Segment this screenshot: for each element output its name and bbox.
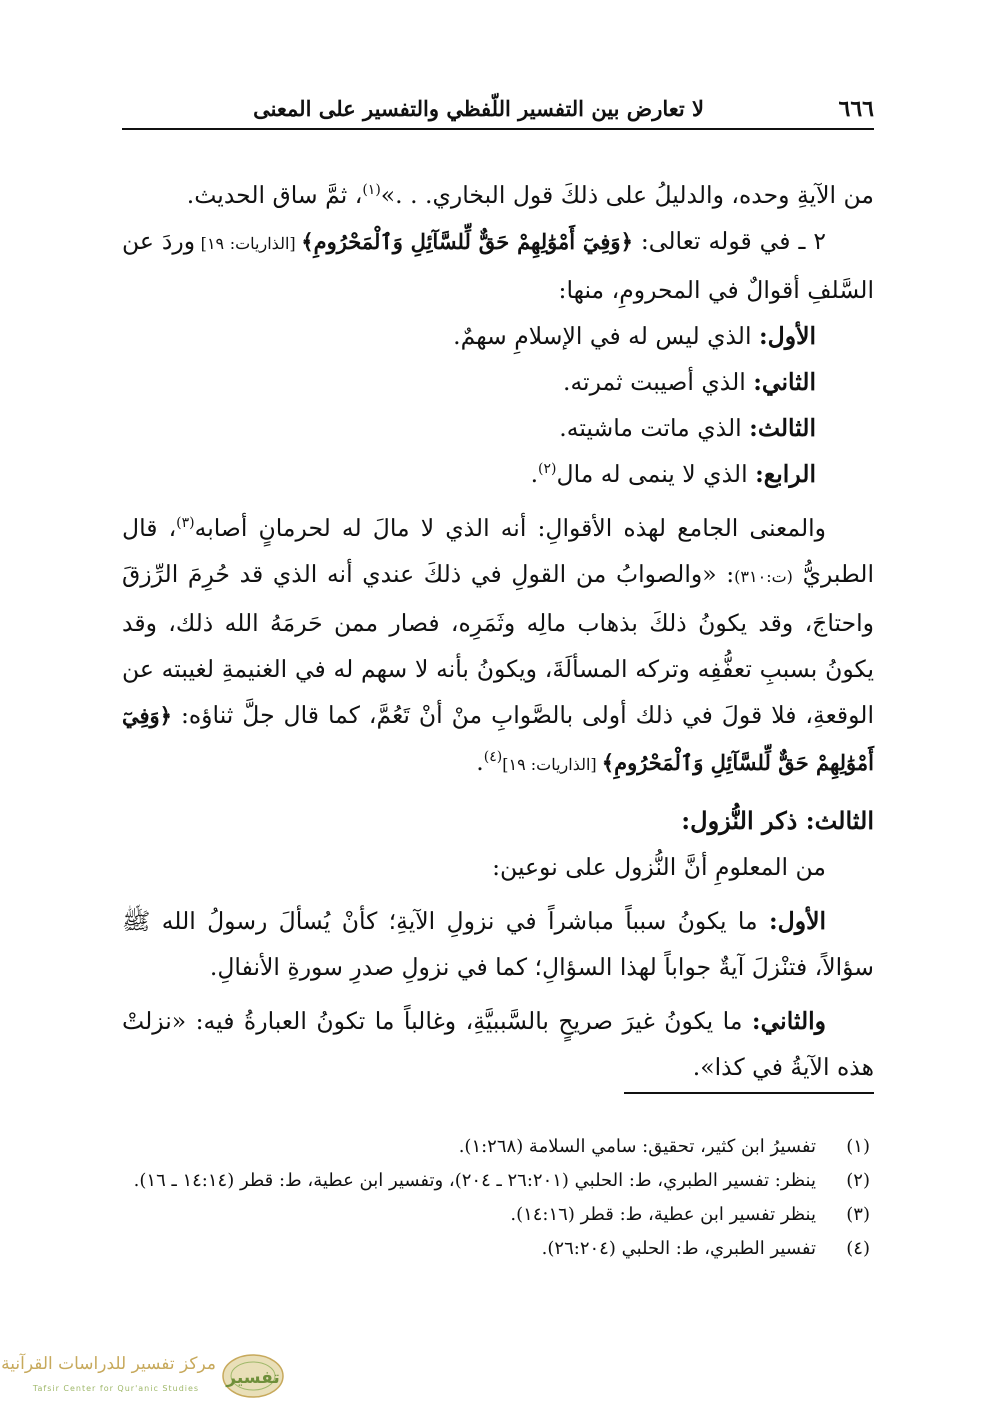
text-run: ، قال الطبريُّ	[122, 514, 874, 588]
footnote-number: (٢)	[846, 1170, 870, 1191]
paragraph	[122, 898, 874, 990]
footnote-ref: (٢)	[538, 461, 557, 478]
verse-citation: [الذاريات: ١٩]	[502, 755, 602, 774]
text-run: .	[476, 748, 484, 776]
footnote	[122, 1198, 874, 1232]
list-term: الرابع:	[755, 460, 816, 488]
text-run: ٢ ـ في قوله تعالى:	[632, 227, 826, 255]
footnote-ref: (١)	[362, 182, 381, 199]
paragraph	[122, 998, 874, 1090]
footnotes	[122, 1130, 874, 1266]
list-term: الثاني:	[753, 368, 816, 396]
text-run: من الآيةِ وحده، والدليلُ على ذلكَ قول البخاري. . .»	[380, 181, 874, 209]
list-term: الأول:	[768, 907, 826, 935]
paragraph: من المعلومِ أنَّ النُّزول على نوعين:	[492, 853, 826, 881]
list-item	[122, 405, 874, 451]
footnote-number: (٤)	[846, 1238, 870, 1259]
footnote-divider	[624, 1092, 874, 1094]
death-date-citation: (ت:٣١٠)	[734, 567, 793, 586]
text-run: .	[530, 460, 539, 488]
logo-name: مركز تفسير للدراسات القرآنية	[1, 1354, 216, 1374]
logo-subtitle: Tafsir Center for Qur'anic Studies	[32, 1384, 200, 1393]
publisher-logo	[1, 1350, 290, 1408]
text-run: ، ثمَّ ساق الحديث.	[186, 181, 363, 209]
footnote-ref: (٣)	[176, 515, 195, 532]
paragraph	[122, 218, 874, 313]
quran-verse: ﴿وَفِيٓ أَمْوَٰلِهِمْ حَقٌّ لِّلسَّآئِلِ وَٱلْمَحْرُومِ﴾	[122, 703, 874, 775]
paragraph	[122, 172, 874, 218]
list-item	[122, 451, 874, 497]
text-run: وردَ عن السَّلفِ أقوالٌ في المحرومِ، منها:	[122, 227, 874, 304]
paragraph	[122, 505, 874, 788]
list-term: الثالث:	[749, 414, 816, 442]
verse-citation: [الذاريات: ١٩]	[195, 234, 302, 253]
list-text: الذي ليس له في الإسلامِ سهمٌ.	[453, 322, 759, 350]
list-text: الذي أصيبت ثمرته.	[562, 368, 754, 396]
list-item	[122, 313, 874, 359]
text-run: ما يكونُ سبباً مباشراً في نزولِ الآيةِ؛ كأنْ يُسألَ رسولُ الله ﷺ سؤالاً، فتنْزلَ آيةٌ جواباً لهذا السؤالِ؛ كما في نزولِ صدرِ سورةِ الأنفالِ.	[122, 907, 874, 981]
logo-mark-text: تفسير	[226, 1368, 280, 1388]
text-run: : «والصوابُ من القولِ في ذلكَ عندي أنه الذي قد حُرِمَ الرِّزقَ واحتاجَ، وقد يكونُ ذلكَ بذهاب مالِه وثَمَرِه، فصار ممن حَرمَهُ الله ذلك، وقد يكونُ بسببِ تعفُّفِه وتركه المسألَةَ، ويكونُ بأنه لا سهم له في الغنيمةِ لغيبته عن الوقعةِ، فلا قولَ في ذلك أولى بالصَّوابِ منْ أنْ تَعُمَّ، كما قال جلَّ ثناؤه:	[122, 560, 874, 729]
page-header	[122, 88, 874, 130]
body-text	[122, 172, 874, 1090]
footnote-text: ينظر تفسير ابن عطية، ط: قطر (١٤:١٦).	[510, 1204, 816, 1225]
logo-mark-icon	[220, 1352, 286, 1402]
text-run: والمعنى الجامع لهذه الأقوالِ: أنه الذي لا مالَ له لحرمانٍ أصابه	[194, 514, 826, 542]
footnote	[122, 1232, 874, 1266]
list-text: الذي لا ينمى له مال	[556, 460, 756, 488]
footnote-number: (١)	[846, 1136, 870, 1157]
footnote	[122, 1164, 874, 1198]
section-heading: الثالث: ذكر النُّزول:	[681, 806, 874, 835]
footnote-text: تفسيرُ ابن كثير، تحقيق: سامي السلامة (١:٢٦٨).	[458, 1136, 816, 1157]
footnote-text: ينظر: تفسير الطبري، ط: الحلبي (٢٦:٢٠١ ـ ٢٠٤)، وتفسير ابن عطية، ط: قطر (١٤:١٤ ـ ١٦).	[133, 1170, 816, 1191]
quran-verse: ﴿وَفِيٓ أَمْوَٰلِهِمْ حَقٌّ لِّلسَّآئِلِ وَٱلْمَحْرُومِ﴾	[301, 229, 633, 254]
list-term: الأول:	[758, 322, 816, 350]
list-term: والثاني:	[751, 1007, 826, 1035]
list-item	[122, 359, 874, 405]
footnote-text: تفسير الطبري، ط: الحلبي (٢٦:٢٠٤).	[541, 1238, 816, 1259]
footnote-ref: (٤)	[483, 749, 503, 766]
footnote	[122, 1130, 874, 1164]
page-number: ٦٦٦	[838, 96, 874, 122]
list-text: الذي ماتت ماشيته.	[559, 414, 750, 442]
running-title: لا تعارض بين التفسير اللّفظي والتفسير على المعنى	[253, 96, 704, 121]
footnote-number: (٣)	[846, 1204, 870, 1225]
text-run: ما يكونُ غيرَ صريحٍ بالسَّببيَّةِ، وغالباً ما تكونُ العبارةُ فيه: «نزلتْ هذه الآيةُ في كذا».	[122, 1007, 874, 1081]
